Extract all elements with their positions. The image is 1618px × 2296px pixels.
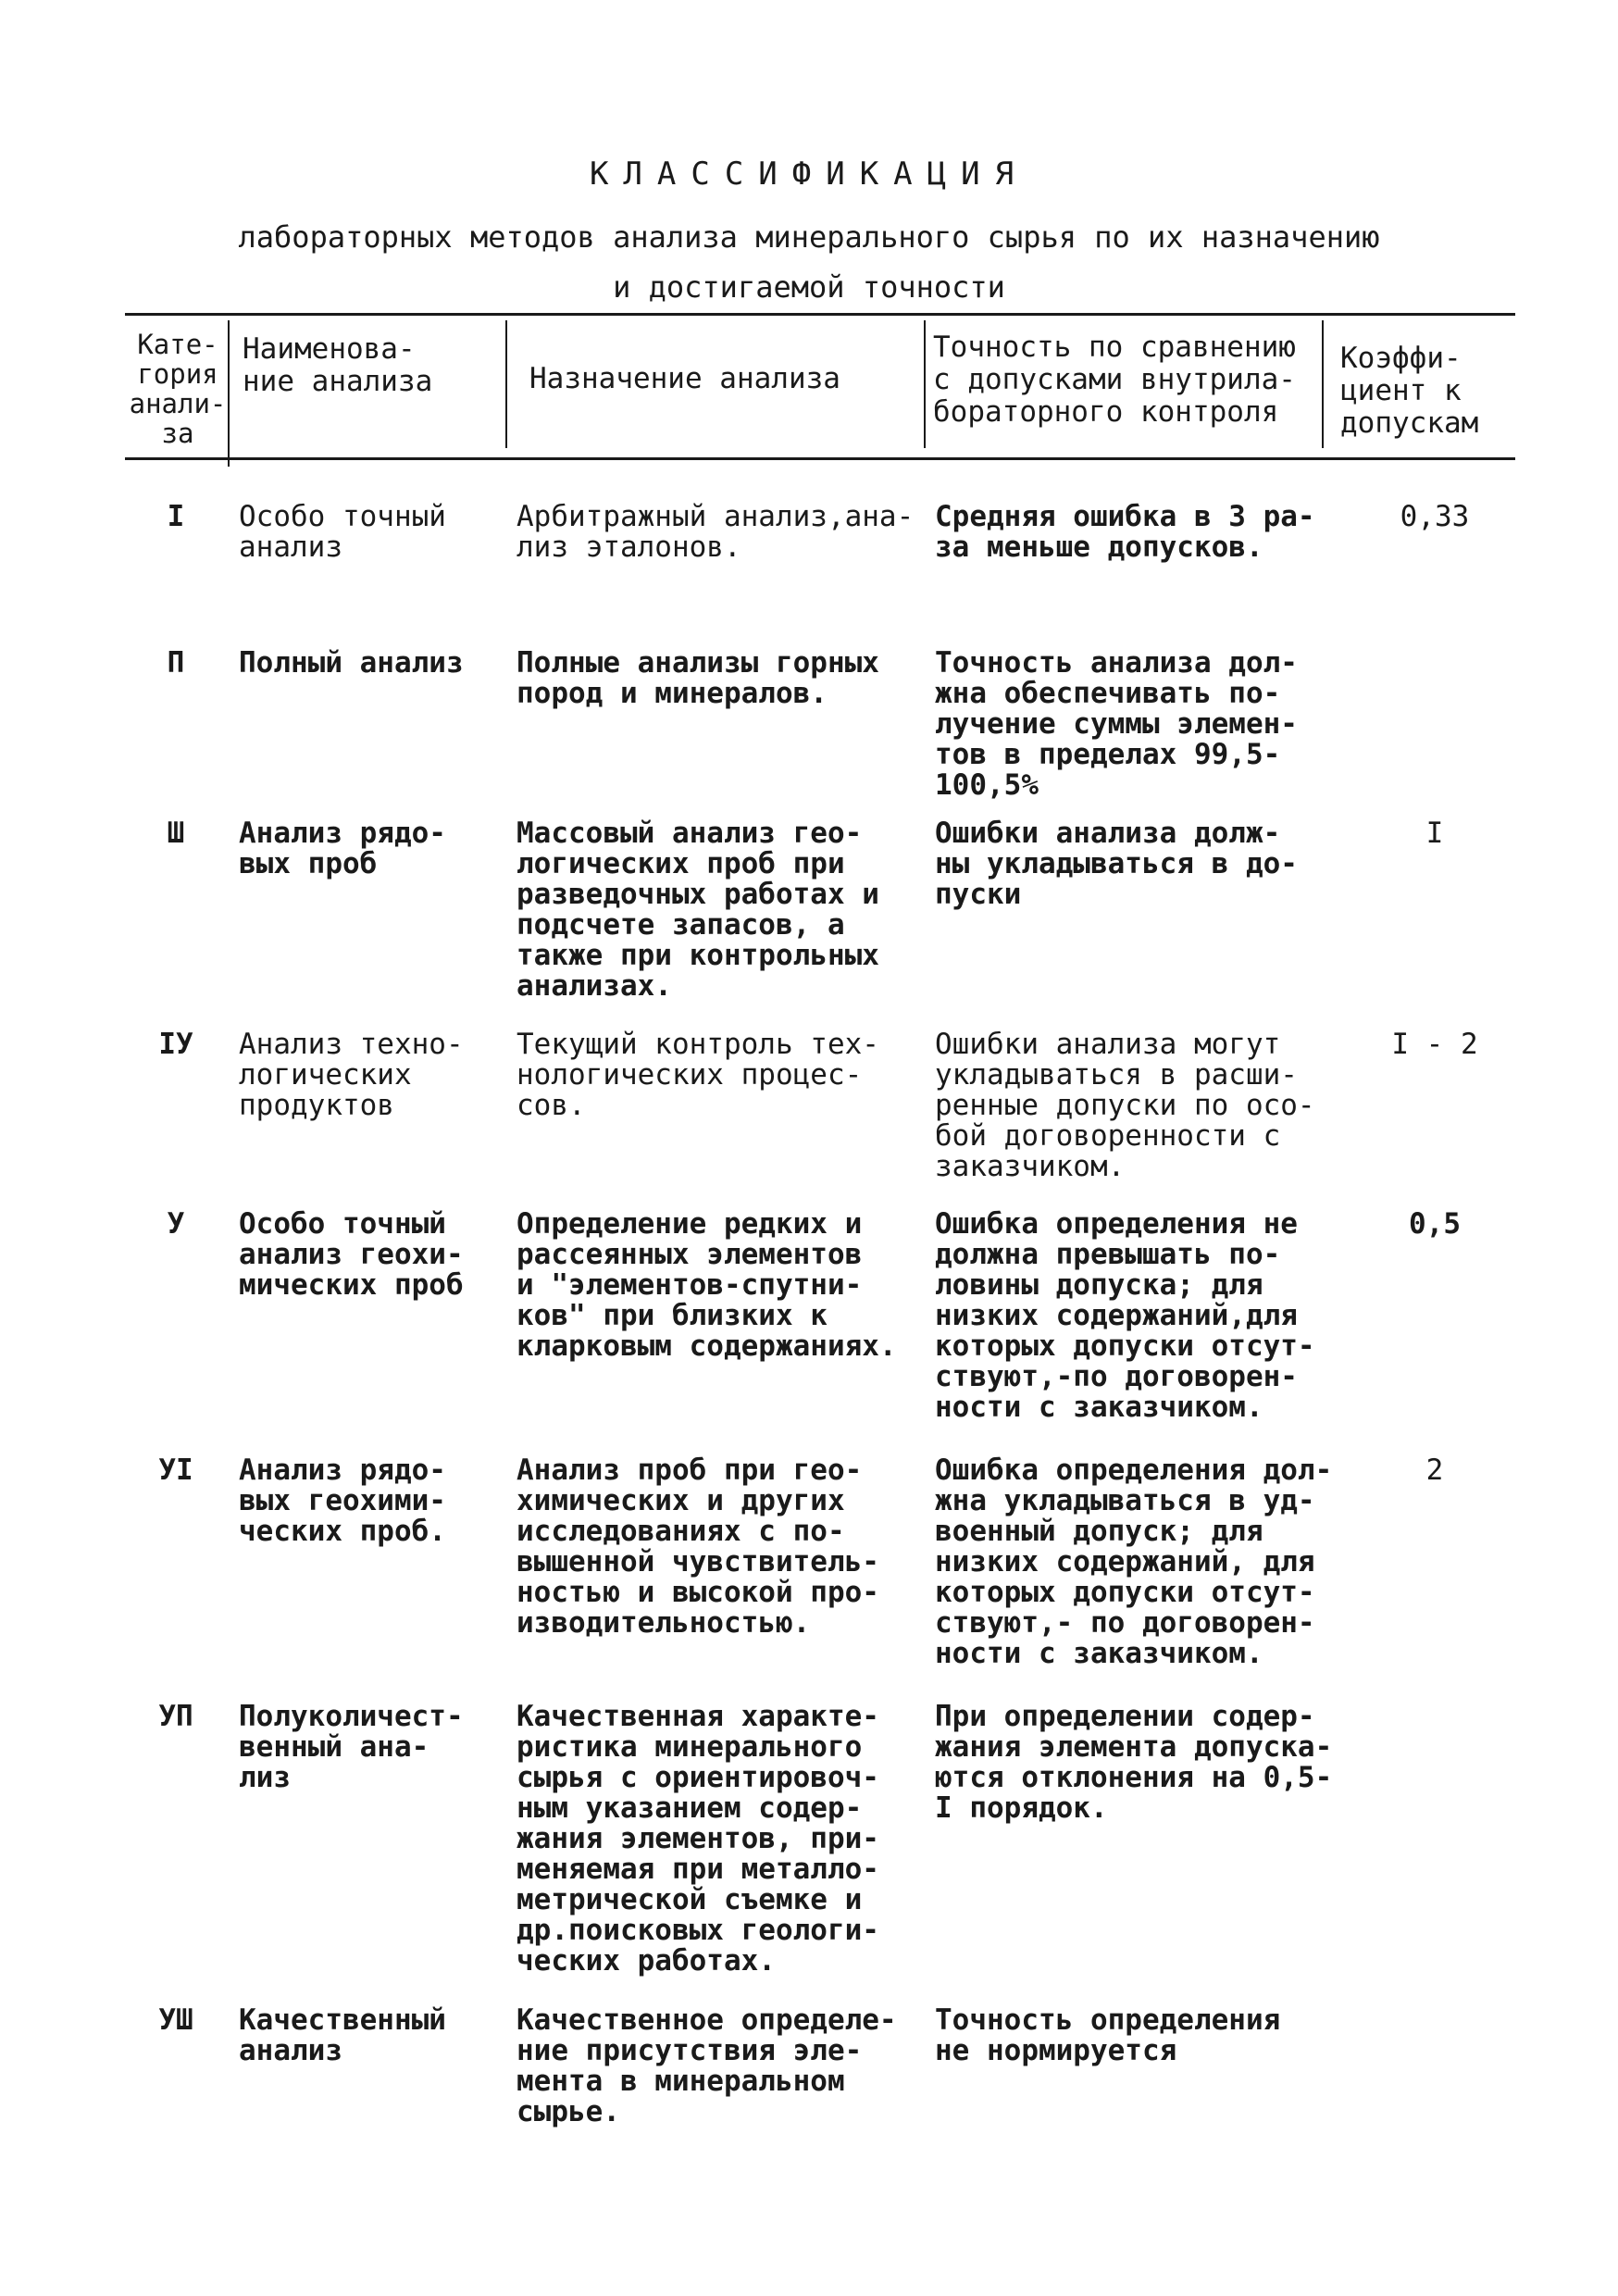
row-category: У xyxy=(167,1207,185,1241)
row-purpose: Качественное определе- ние присутствия эле- мента в минеральном сырье. xyxy=(517,2003,897,2128)
row-category: Ш xyxy=(167,817,185,850)
row-accuracy: Ошибка определения дол- жна укладываться в уд- военный допуск; для низких содержаний, для которых допуски отсут- ствуют,- по договорен- ности с заказчиком. xyxy=(935,1454,1333,1670)
row-purpose: Массовый анализ гео- логических проб при разведочных работах и подсчете запасов, а также при контрольных анализах. xyxy=(517,817,879,1003)
header-name: Наименова- ние анализа xyxy=(243,332,433,398)
document-subtitle-line1: лабораторных методов анализа минерального сырья по их назначению xyxy=(238,219,1380,255)
row-category: УШ xyxy=(158,2003,193,2037)
row-name: Качественный анализ xyxy=(239,2003,446,2067)
row-name: Анализ техно- логических продуктов xyxy=(239,1028,464,1122)
header-divider-3 xyxy=(924,320,926,448)
row-purpose: Полные анализы горных пород и минералов. xyxy=(517,646,879,710)
header-coefficient: Коэффи- циент к допускам xyxy=(1340,342,1479,440)
row-name: Полный анализ xyxy=(239,646,464,680)
row-coefficient: I - 2 xyxy=(1391,1028,1478,1061)
row-name: Полуколичест- венный ана- лиз xyxy=(239,1700,464,1794)
table-top-rule xyxy=(125,313,1515,316)
row-accuracy: Точность определения не нормируется xyxy=(935,2003,1281,2067)
row-name: Анализ рядо- вых геохими- ческих проб. xyxy=(239,1454,446,1548)
row-accuracy: Ошибки анализа долж- ны укладываться в до- пуски xyxy=(935,817,1298,911)
row-category: П xyxy=(167,646,185,680)
header-category: Кате- гория анали- за xyxy=(129,329,227,449)
row-name: Анализ рядо- вых проб xyxy=(239,817,446,880)
row-coefficient: 0,33 xyxy=(1400,500,1470,533)
row-purpose: Качественная характе- ристика минерального сырья с ориентировоч- ным указанием содер- жания элементов, при- меняемая при металло- метрической съемке и др.поисковых геологи- ческих работах. xyxy=(517,1700,879,1978)
row-name: Особо точный анализ геохи- мических проб xyxy=(239,1207,464,1302)
header-purpose: Назначение анализа xyxy=(529,362,840,395)
document-title: КЛАССИФИКАЦИЯ xyxy=(589,156,1029,193)
row-purpose: Текущий контроль тех- нологических процес- сов. xyxy=(517,1028,879,1122)
row-accuracy: Ошибка определения не должна превышать по- ловины допуска; для низких содержаний,для которых допуски отсут- ствуют,-по договорен- ности с заказчиком. xyxy=(935,1207,1315,1424)
row-coefficient: 0,5 xyxy=(1409,1207,1461,1241)
row-coefficient: I xyxy=(1425,817,1444,850)
row-coefficient: 2 xyxy=(1425,1454,1444,1487)
row-accuracy: Средняя ошибка в 3 ра- за меньше допусков. xyxy=(935,500,1315,564)
table-header-bottom-rule xyxy=(125,457,1515,460)
header-divider-2 xyxy=(505,320,507,448)
header-divider-1 xyxy=(228,320,230,467)
header-divider-4 xyxy=(1322,320,1324,448)
row-category: I xyxy=(167,500,185,533)
row-purpose: Анализ проб при гео- химических и других исследованиях с по- вышенной чувствитель- ностью и высокой про- изводительностью. xyxy=(517,1454,879,1640)
row-purpose: Арбитражный анализ,ана- лиз эталонов. xyxy=(517,500,915,564)
row-accuracy: Точность анализа дол- жна обеспечивать по- лучение суммы элемен- тов в пределах 99,5- 100,5% xyxy=(935,646,1298,802)
row-category: УП xyxy=(158,1700,193,1733)
row-accuracy: При определении содер- жания элемента допуска- ются отклонения на 0,5- I порядок. xyxy=(935,1700,1333,1825)
document-subtitle-line2: и достигаемой точности xyxy=(613,269,1005,305)
row-category: УI xyxy=(158,1454,193,1487)
row-category: IУ xyxy=(158,1028,193,1061)
row-accuracy: Ошибки анализа могут укладываться в расши- ренные допуски по осо- бой договоренности с заказчиком. xyxy=(935,1028,1315,1183)
header-accuracy: Точность по сравнению с допусками внутрила- бораторного контроля xyxy=(933,331,1296,429)
row-purpose: Определение редких и рассеянных элементов и "элементов-спутни- ков" при близких к кларковым содержаниях. xyxy=(517,1207,897,1363)
row-name: Особо точный анализ xyxy=(239,500,446,564)
